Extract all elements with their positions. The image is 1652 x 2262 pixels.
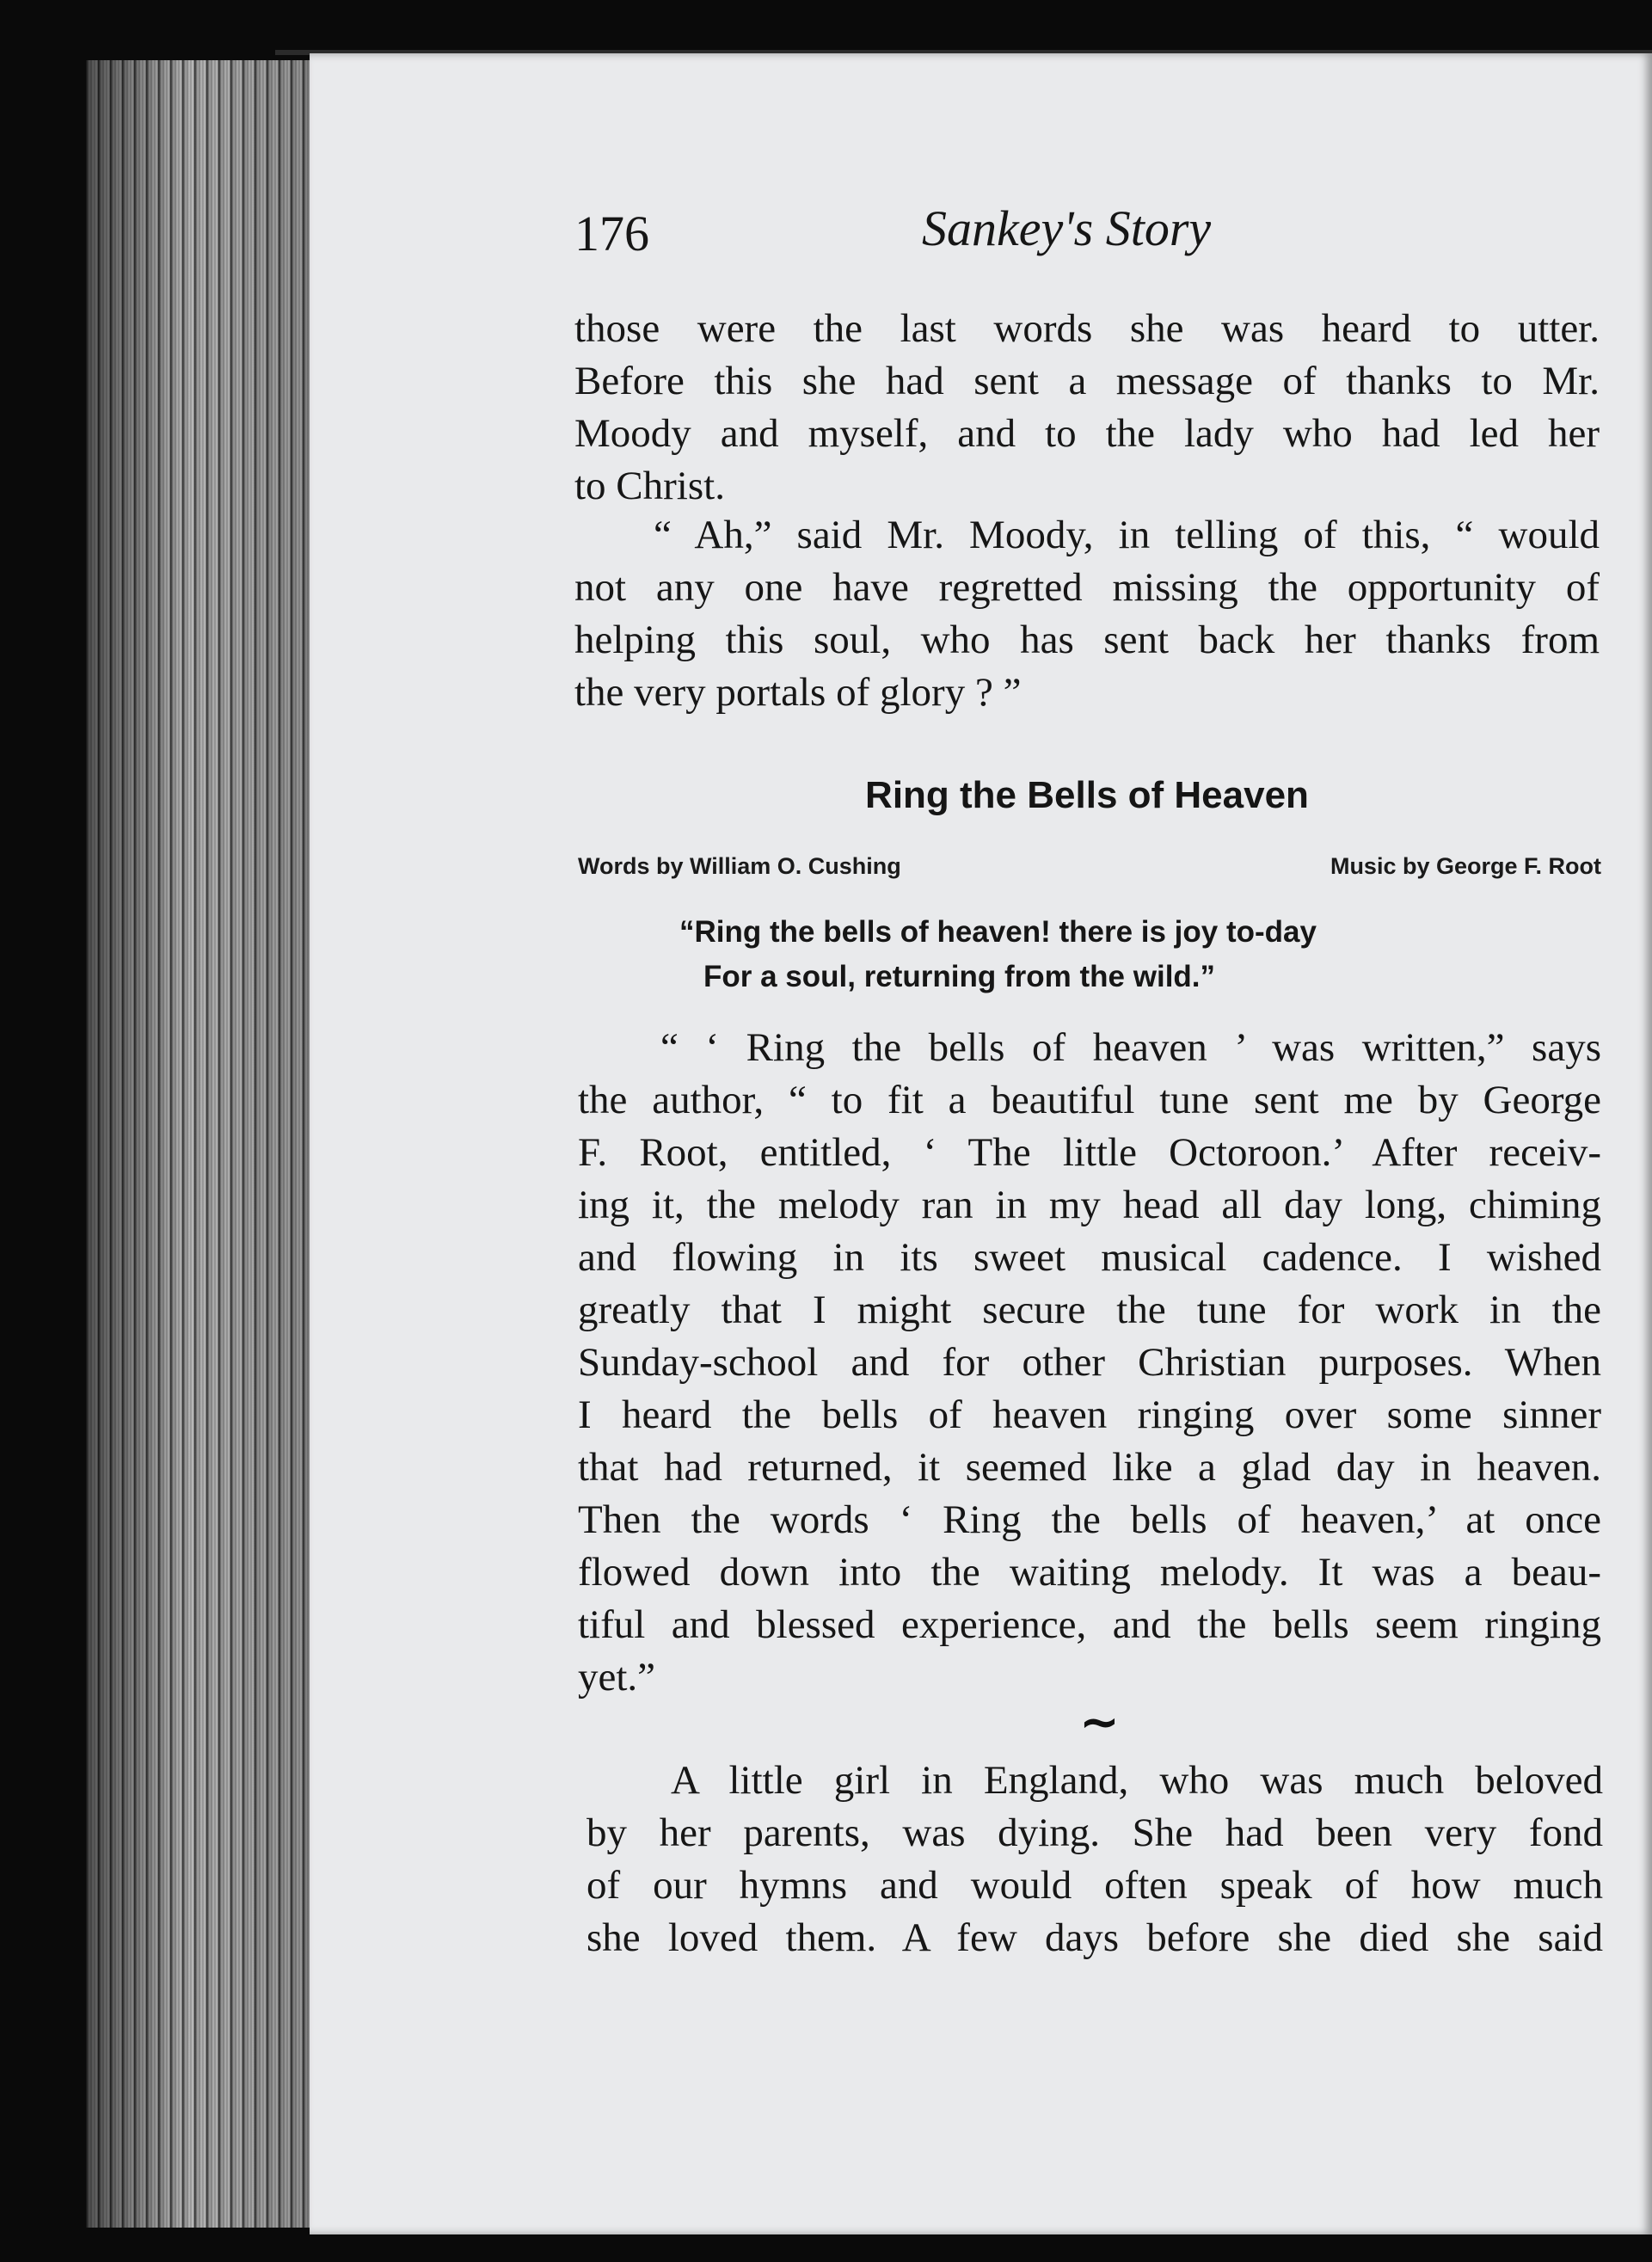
running-head xyxy=(574,200,1606,274)
text-line: flowed down into the waiting melody. It was a beau- xyxy=(578,1550,1601,1595)
text-line: Moody and myself, and to the lady who had led her xyxy=(574,411,1600,456)
text-line: not any one have regretted missing the opportunity of xyxy=(574,565,1600,610)
page-number: 176 xyxy=(574,206,649,261)
text-line: those were the last words she was heard to utter. xyxy=(574,306,1600,351)
hymn-epigraph xyxy=(679,910,1317,999)
epigraph-line: For a soul, returning from the wild.” xyxy=(703,960,1216,993)
running-title: Sankey's Story xyxy=(922,200,1212,256)
text-line: I heard the bells of heaven ringing over some sinner xyxy=(578,1392,1601,1437)
paragraph-2 xyxy=(574,509,1600,719)
paragraph-3 xyxy=(578,1022,1601,1704)
book-page-edges xyxy=(86,60,318,2228)
text-line: the author, “ to fit a beautiful tune sent me by George xyxy=(578,1078,1601,1122)
section-ornament: ~ xyxy=(1079,1694,1120,1750)
text-line: yet.” xyxy=(578,1655,656,1700)
text-line: that had returned, it seemed like a glad day in heaven. xyxy=(578,1445,1601,1490)
words-credit: Words by William O. Cushing xyxy=(578,853,901,879)
text-line: Sunday-school and for other Christian purposes. When xyxy=(578,1340,1601,1385)
paragraph-4 xyxy=(586,1755,1603,1964)
music-credit: Music by George F. Root xyxy=(1330,853,1601,879)
text-line: “ ‘ Ring the bells of heaven ’ was written,” says xyxy=(660,1025,1601,1070)
text-line: F. Root, entitled, ‘ The little Octoroon.’ After receiv- xyxy=(578,1130,1601,1175)
epigraph-line: “Ring the bells of heaven! there is joy to-day xyxy=(679,915,1317,949)
text-line: of our hymns and would often speak of how much xyxy=(586,1863,1603,1908)
text-line: Then the words ‘ Ring the bells of heaven,’ at once xyxy=(578,1497,1601,1542)
text-line: Before this she had sent a message of thanks to Mr. xyxy=(574,359,1600,403)
text-line: by her parents, was dying. She had been very fond xyxy=(586,1810,1603,1855)
text-line: she loved them. A few days before she died she said xyxy=(586,1915,1603,1960)
text-line: “ Ah,” said Mr. Moody, in telling of this, “ would xyxy=(654,513,1600,557)
hymn-title: Ring the Bells of Heaven xyxy=(865,774,1309,816)
text-line: the very portals of glory ? ” xyxy=(574,670,1022,715)
text-line: greatly that I might secure the tune for work in the xyxy=(578,1288,1601,1332)
text-line: A little girl in England, who was much beloved xyxy=(671,1758,1603,1803)
paragraph-1 xyxy=(574,303,1600,513)
text-line: to Christ. xyxy=(574,464,725,508)
text-line: and flowing in its sweet musical cadence. I wished xyxy=(578,1235,1601,1280)
text-line: tiful and blessed experience, and the bells seem ringing xyxy=(578,1602,1601,1647)
text-line: ing it, the melody ran in my head all day long, chiming xyxy=(578,1183,1601,1227)
text-line: helping this soul, who has sent back her thanks from xyxy=(574,618,1600,662)
